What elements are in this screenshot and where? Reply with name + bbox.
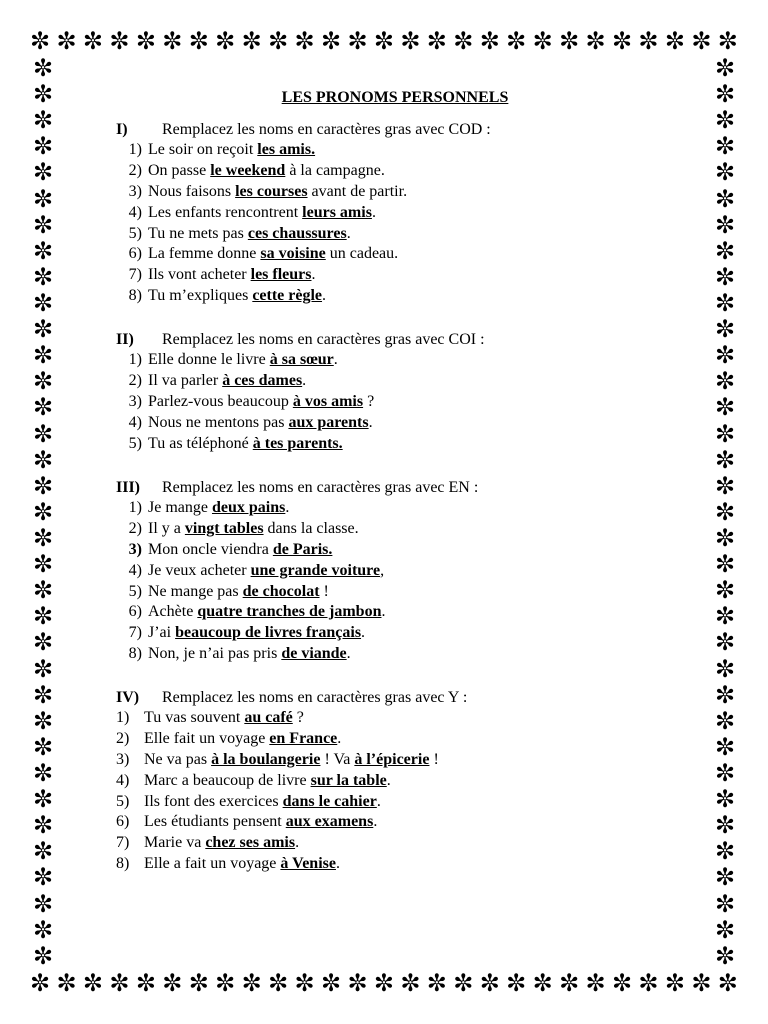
item-number: 3)	[128, 392, 142, 410]
exercise-item	[116, 793, 467, 814]
item-text: J’ai	[148, 624, 176, 642]
item-text: Le soir on reçoit	[148, 141, 258, 158]
item-highlight: aux parents	[288, 413, 369, 431]
item-highlight: à vos amis	[292, 392, 364, 410]
item-highlight: une grande voiture	[250, 561, 381, 579]
exercise-item	[116, 813, 467, 834]
section-heading	[116, 121, 491, 141]
star-ornament-icon: ✼	[714, 471, 736, 500]
star-ornament-icon: ✼	[714, 315, 736, 344]
star-ornament-icon: ✼	[664, 969, 685, 997]
star-ornament-icon: ✼	[32, 419, 54, 448]
star-ornament-icon: ✼	[135, 27, 156, 55]
item-text: .	[376, 792, 381, 810]
exercise-item	[116, 204, 491, 225]
item-text: Ils font des exercices	[144, 792, 283, 810]
star-ornament-icon: ✼	[559, 969, 580, 997]
star-ornament-icon: ✼	[714, 706, 736, 735]
star-ornament-icon: ✼	[479, 969, 500, 997]
star-ornament-icon: ✼	[241, 969, 262, 997]
item-number: 2)	[128, 519, 142, 537]
star-ornament-icon: ✼	[714, 758, 736, 787]
item-highlight: ces chaussures	[247, 224, 347, 242]
star-ornament-icon: ✼	[506, 969, 527, 997]
star-ornament-icon: ✼	[320, 969, 342, 997]
item-text: .	[335, 855, 340, 873]
border-top	[30, 28, 738, 54]
item-text: Elle donne le livre	[148, 351, 270, 368]
star-ornament-icon: ✼	[532, 969, 553, 997]
item-text: Elle fait un voyage	[144, 729, 270, 747]
section-number: I)	[116, 121, 128, 138]
item-number: 6)	[116, 813, 130, 831]
item-text: !	[429, 750, 439, 768]
star-ornament-icon: ✼	[714, 889, 736, 918]
exercise-item	[116, 645, 478, 666]
star-ornament-icon: ✼	[373, 27, 394, 55]
star-ornament-icon: ✼	[188, 969, 209, 997]
section-en	[116, 479, 478, 666]
star-ornament-icon: ✼	[294, 969, 315, 997]
star-ornament-icon: ✼	[506, 27, 527, 55]
item-highlight: leurs amis	[302, 203, 372, 221]
star-ornament-icon: ✼	[268, 27, 289, 55]
star-ornament-icon: ✼	[714, 393, 736, 422]
item-number: 2)	[128, 371, 142, 389]
section-instruction: Remplacez les noms en caractères gras avec COI :	[162, 331, 485, 348]
star-ornament-icon: ✼	[32, 732, 54, 761]
exercise-item	[116, 499, 478, 520]
item-text: Ils vont acheter	[148, 266, 251, 284]
item-number: 3)	[128, 182, 142, 200]
star-ornament-icon: ✼	[714, 863, 736, 892]
item-text: ! Va	[320, 750, 355, 768]
item-number: 7)	[116, 834, 130, 852]
exercise-item	[116, 562, 478, 583]
item-text: !	[319, 582, 329, 600]
star-ornament-icon: ✼	[32, 706, 54, 735]
star-ornament-icon: ✼	[691, 27, 712, 55]
star-ornament-icon: ✼	[32, 236, 54, 265]
section-y	[116, 689, 467, 876]
item-number: 4)	[116, 771, 130, 789]
exercise-item	[116, 435, 485, 456]
star-ornament-icon: ✼	[32, 941, 54, 970]
item-text: dans la classe.	[263, 519, 359, 537]
star-ornament-icon: ✼	[162, 27, 183, 55]
item-highlight: les amis.	[257, 141, 316, 158]
item-text: .	[346, 645, 351, 663]
item-highlight: deux pains	[211, 499, 286, 516]
star-ornament-icon: ✼	[32, 393, 54, 422]
star-ornament-icon: ✼	[664, 27, 685, 55]
item-text: Tu vas souvent	[144, 709, 245, 726]
star-ornament-icon: ✼	[82, 27, 104, 55]
star-ornament-icon: ✼	[714, 106, 736, 135]
star-ornament-icon: ✼	[714, 523, 736, 552]
item-text: On passe	[148, 161, 211, 179]
item-text: Je mange	[148, 499, 212, 516]
item-highlight: au café	[244, 709, 293, 726]
item-text: .	[368, 413, 373, 431]
item-text: Nous ne mentons pas	[148, 413, 289, 431]
exercise-list	[116, 709, 467, 876]
exercise-item	[116, 583, 478, 604]
item-highlight: à Venise	[280, 855, 336, 873]
item-text: Tu m’expliques	[148, 287, 253, 305]
exercise-item	[116, 266, 491, 287]
item-highlight: en France	[269, 729, 338, 747]
star-ornament-icon: ✼	[32, 471, 54, 500]
item-highlight: à ces dames	[222, 371, 303, 389]
exercise-item	[116, 245, 491, 266]
exercise-item	[116, 287, 491, 308]
item-text: Il y a	[148, 519, 185, 537]
star-ornament-icon: ✼	[32, 863, 54, 892]
star-ornament-icon: ✼	[638, 27, 659, 55]
item-highlight: quatre tranches de jambon	[197, 603, 382, 621]
item-number: 5)	[128, 224, 142, 242]
star-ornament-icon: ✼	[611, 27, 633, 55]
exercise-item	[116, 372, 485, 393]
star-ornament-icon: ✼	[714, 367, 736, 396]
exercise-item	[116, 772, 467, 793]
star-ornament-icon: ✼	[714, 680, 736, 709]
star-ornament-icon: ✼	[294, 27, 315, 55]
star-ornament-icon: ✼	[162, 969, 183, 997]
item-text: La femme donne	[148, 245, 261, 263]
border-right	[712, 56, 738, 968]
star-ornament-icon: ✼	[268, 969, 289, 997]
item-number: 4)	[128, 203, 142, 221]
item-highlight: à l’épicerie	[354, 750, 430, 768]
star-ornament-icon: ✼	[373, 969, 394, 997]
item-highlight: sa voisine	[260, 245, 326, 263]
item-text: Parlez-vous beaucoup	[148, 392, 293, 410]
exercise-item	[116, 730, 467, 751]
star-ornament-icon: ✼	[32, 445, 54, 474]
exercise-item	[116, 855, 467, 876]
exercise-item	[116, 225, 491, 246]
star-ornament-icon: ✼	[714, 732, 736, 761]
star-ornament-icon: ✼	[30, 27, 51, 55]
exercise-item	[116, 541, 478, 562]
item-highlight: de chocolat	[242, 582, 320, 600]
star-ornament-icon: ✼	[559, 27, 580, 55]
star-ornament-icon: ✼	[714, 602, 736, 631]
section-number: IV)	[116, 689, 140, 706]
star-ornament-icon: ✼	[188, 27, 209, 55]
item-text: un cadeau.	[325, 245, 399, 263]
star-ornament-icon: ✼	[714, 132, 736, 161]
star-ornament-icon: ✼	[714, 497, 736, 526]
item-text: Non, je n’ai pas pris	[148, 645, 282, 663]
item-highlight: à sa sœur	[269, 351, 334, 368]
item-number: 1)	[128, 141, 142, 158]
item-number: 1)	[116, 709, 130, 726]
item-number: 5)	[116, 792, 130, 810]
item-highlight: cette règle	[252, 287, 323, 305]
star-ornament-icon: ✼	[714, 811, 736, 840]
item-highlight: dans le cahier	[282, 792, 377, 810]
star-ornament-icon: ✼	[32, 889, 54, 918]
star-ornament-icon: ✼	[56, 969, 77, 997]
exercise-item	[116, 709, 467, 730]
item-highlight: aux examens	[285, 813, 374, 831]
star-ornament-icon: ✼	[32, 523, 54, 552]
star-ornament-icon: ✼	[32, 785, 54, 814]
star-ornament-icon: ✼	[32, 184, 54, 213]
exercise-list	[116, 351, 485, 455]
exercise-item	[116, 141, 491, 162]
star-ornament-icon: ✼	[30, 969, 51, 997]
item-number: 4)	[128, 413, 142, 431]
star-ornament-icon: ✼	[714, 837, 736, 866]
item-text: Tu as téléphoné	[148, 434, 253, 452]
star-ornament-icon: ✼	[714, 288, 736, 317]
star-ornament-icon: ✼	[585, 27, 606, 55]
star-ornament-icon: ✼	[714, 915, 736, 944]
star-ornament-icon: ✼	[426, 969, 447, 997]
item-number: 8)	[128, 287, 142, 305]
item-number: 3)	[116, 750, 130, 768]
item-text: .	[381, 603, 386, 621]
star-ornament-icon: ✼	[347, 969, 368, 997]
item-text: .	[361, 624, 366, 642]
star-ornament-icon: ✼	[32, 158, 54, 187]
star-ornament-icon: ✼	[32, 106, 54, 135]
exercise-item	[116, 520, 478, 541]
item-text: .	[386, 771, 391, 789]
item-text: Achète	[148, 603, 198, 621]
section-instruction: Remplacez les noms en caractères gras avec EN :	[162, 479, 479, 496]
star-ornament-icon: ✼	[714, 445, 736, 474]
item-text: ?	[292, 709, 304, 726]
star-ornament-icon: ✼	[714, 158, 736, 187]
star-ornament-icon: ✼	[638, 969, 659, 997]
star-ornament-icon: ✼	[32, 262, 54, 291]
star-ornament-icon: ✼	[453, 27, 474, 55]
star-ornament-icon: ✼	[453, 969, 474, 997]
item-number: 7)	[128, 624, 142, 642]
star-ornament-icon: ✼	[32, 758, 54, 787]
item-text: à la campagne.	[285, 161, 385, 179]
item-text: Marie va	[144, 834, 206, 852]
star-ornament-icon: ✼	[32, 210, 54, 239]
star-ornament-icon: ✼	[714, 236, 736, 265]
star-ornament-icon: ✼	[714, 785, 736, 814]
star-ornament-icon: ✼	[32, 628, 54, 657]
star-ornament-icon: ✼	[714, 576, 736, 605]
item-text: Elle a fait un voyage	[144, 855, 281, 873]
border-left	[30, 56, 56, 968]
star-ornament-icon: ✼	[32, 915, 54, 944]
item-text: Ne mange pas	[148, 582, 243, 600]
star-ornament-icon: ✼	[32, 497, 54, 526]
item-text: Les étudiants pensent	[144, 813, 286, 831]
exercise-item	[116, 183, 491, 204]
star-ornament-icon: ✼	[532, 27, 553, 55]
section-heading	[116, 331, 485, 351]
star-ornament-icon: ✼	[714, 262, 736, 291]
item-number: 5)	[128, 434, 142, 452]
item-highlight: à tes parents.	[252, 434, 343, 452]
star-ornament-icon: ✼	[32, 550, 54, 579]
star-ornament-icon: ✼	[714, 184, 736, 213]
star-ornament-icon: ✼	[32, 837, 54, 866]
item-text: .	[337, 729, 342, 747]
item-number: 6)	[128, 603, 142, 621]
exercise-list	[116, 499, 478, 666]
star-ornament-icon: ✼	[714, 628, 736, 657]
star-ornament-icon: ✼	[714, 941, 736, 970]
star-ornament-icon: ✼	[426, 27, 447, 55]
item-text: .	[373, 813, 378, 831]
section-instruction: Remplacez les noms en caractères gras avec COD :	[162, 121, 491, 138]
star-ornament-icon: ✼	[479, 27, 500, 55]
star-ornament-icon: ✼	[32, 654, 54, 683]
item-text: .	[333, 351, 338, 368]
star-ornament-icon: ✼	[400, 27, 421, 55]
section-number: II)	[116, 331, 134, 348]
item-text: Tu ne mets pas	[148, 224, 248, 242]
star-ornament-icon: ✼	[400, 969, 421, 997]
item-highlight: de Paris.	[272, 540, 333, 558]
star-ornament-icon: ✼	[714, 210, 736, 239]
item-highlight: beaucoup de livres français	[175, 624, 362, 642]
item-number: 7)	[128, 266, 142, 284]
item-highlight: de viande	[281, 645, 347, 663]
border-bottom	[30, 970, 738, 996]
item-text: Il va parler	[148, 371, 223, 389]
item-text: .	[371, 203, 376, 221]
item-highlight: à la boulangerie	[211, 750, 321, 768]
star-ornament-icon: ✼	[32, 367, 54, 396]
exercise-list	[116, 141, 491, 308]
page-title: LES PRONOMS PERSONNELS	[281, 89, 509, 106]
star-ornament-icon: ✼	[32, 341, 54, 370]
section-number: III)	[116, 479, 141, 496]
star-ornament-icon: ✼	[32, 80, 54, 109]
section-heading	[116, 479, 478, 499]
star-ornament-icon: ✼	[611, 969, 633, 997]
item-number: 5)	[128, 582, 142, 600]
exercise-item	[116, 834, 467, 855]
star-ornament-icon: ✼	[32, 132, 54, 161]
star-ornament-icon: ✼	[347, 27, 368, 55]
section-heading	[116, 689, 467, 709]
star-ornament-icon: ✼	[691, 969, 712, 997]
star-ornament-icon: ✼	[32, 288, 54, 317]
item-number: 1)	[128, 351, 142, 368]
item-number: 2)	[128, 161, 142, 179]
star-ornament-icon: ✼	[717, 969, 738, 997]
item-text: Je veux acheter	[148, 561, 251, 579]
star-ornament-icon: ✼	[82, 969, 104, 997]
star-ornament-icon: ✼	[585, 969, 606, 997]
star-ornament-icon: ✼	[714, 341, 736, 370]
star-ornament-icon: ✼	[32, 576, 54, 605]
item-highlight: les courses	[235, 182, 308, 200]
star-ornament-icon: ✼	[32, 811, 54, 840]
item-text: ?	[363, 392, 375, 410]
star-ornament-icon: ✼	[32, 54, 54, 82]
item-text: .	[322, 287, 327, 305]
item-text: Marc a beaucoup de livre	[144, 771, 311, 789]
star-ornament-icon: ✼	[215, 969, 236, 997]
star-ornament-icon: ✼	[32, 315, 54, 344]
star-ornament-icon: ✼	[109, 969, 130, 997]
item-text: .	[295, 834, 300, 852]
exercise-item	[116, 624, 478, 645]
star-ornament-icon: ✼	[714, 419, 736, 448]
exercise-item	[116, 603, 478, 624]
star-ornament-icon: ✼	[714, 550, 736, 579]
item-number: 3)	[128, 540, 142, 558]
star-ornament-icon: ✼	[135, 969, 156, 997]
star-ornament-icon: ✼	[714, 54, 736, 82]
exercise-item	[116, 414, 485, 435]
exercise-item	[116, 162, 491, 183]
item-text: .	[311, 266, 316, 284]
star-ornament-icon: ✼	[320, 27, 342, 55]
item-text: Les enfants rencontrent	[148, 203, 303, 221]
star-ornament-icon: ✼	[714, 654, 736, 683]
item-number: 4)	[128, 561, 142, 579]
item-number: 2)	[116, 729, 130, 747]
star-ornament-icon: ✼	[109, 27, 130, 55]
section-coi	[116, 331, 485, 455]
exercise-item	[116, 351, 485, 372]
item-highlight: le weekend	[210, 161, 286, 179]
star-ornament-icon: ✼	[32, 680, 54, 709]
star-ornament-icon: ✼	[717, 27, 738, 55]
item-text: Ne va pas	[144, 750, 212, 768]
star-ornament-icon: ✼	[56, 27, 77, 55]
star-ornament-icon: ✼	[714, 80, 736, 109]
item-text: .	[302, 371, 307, 389]
star-ornament-icon: ✼	[241, 27, 262, 55]
star-ornament-icon: ✼	[32, 602, 54, 631]
item-highlight: sur la table	[310, 771, 387, 789]
star-ornament-icon: ✼	[215, 27, 236, 55]
item-highlight: les fleurs	[250, 266, 312, 284]
item-text: avant de partir.	[307, 182, 408, 200]
section-cod	[116, 121, 491, 308]
item-text: Mon oncle viendra	[148, 540, 273, 558]
item-number: 8)	[128, 645, 142, 663]
item-highlight: vingt tables	[184, 519, 264, 537]
item-text: .	[346, 224, 351, 242]
item-number: 6)	[128, 245, 142, 263]
item-text: ,	[380, 561, 385, 579]
item-number: 1)	[128, 499, 142, 516]
exercise-item	[116, 393, 485, 414]
item-text: Nous faisons	[148, 182, 236, 200]
section-instruction: Remplacez les noms en caractères gras avec Y :	[162, 689, 468, 706]
exercise-item	[116, 751, 467, 772]
item-highlight: chez ses amis	[205, 834, 296, 852]
item-text: .	[285, 499, 290, 516]
item-number: 8)	[116, 855, 130, 873]
